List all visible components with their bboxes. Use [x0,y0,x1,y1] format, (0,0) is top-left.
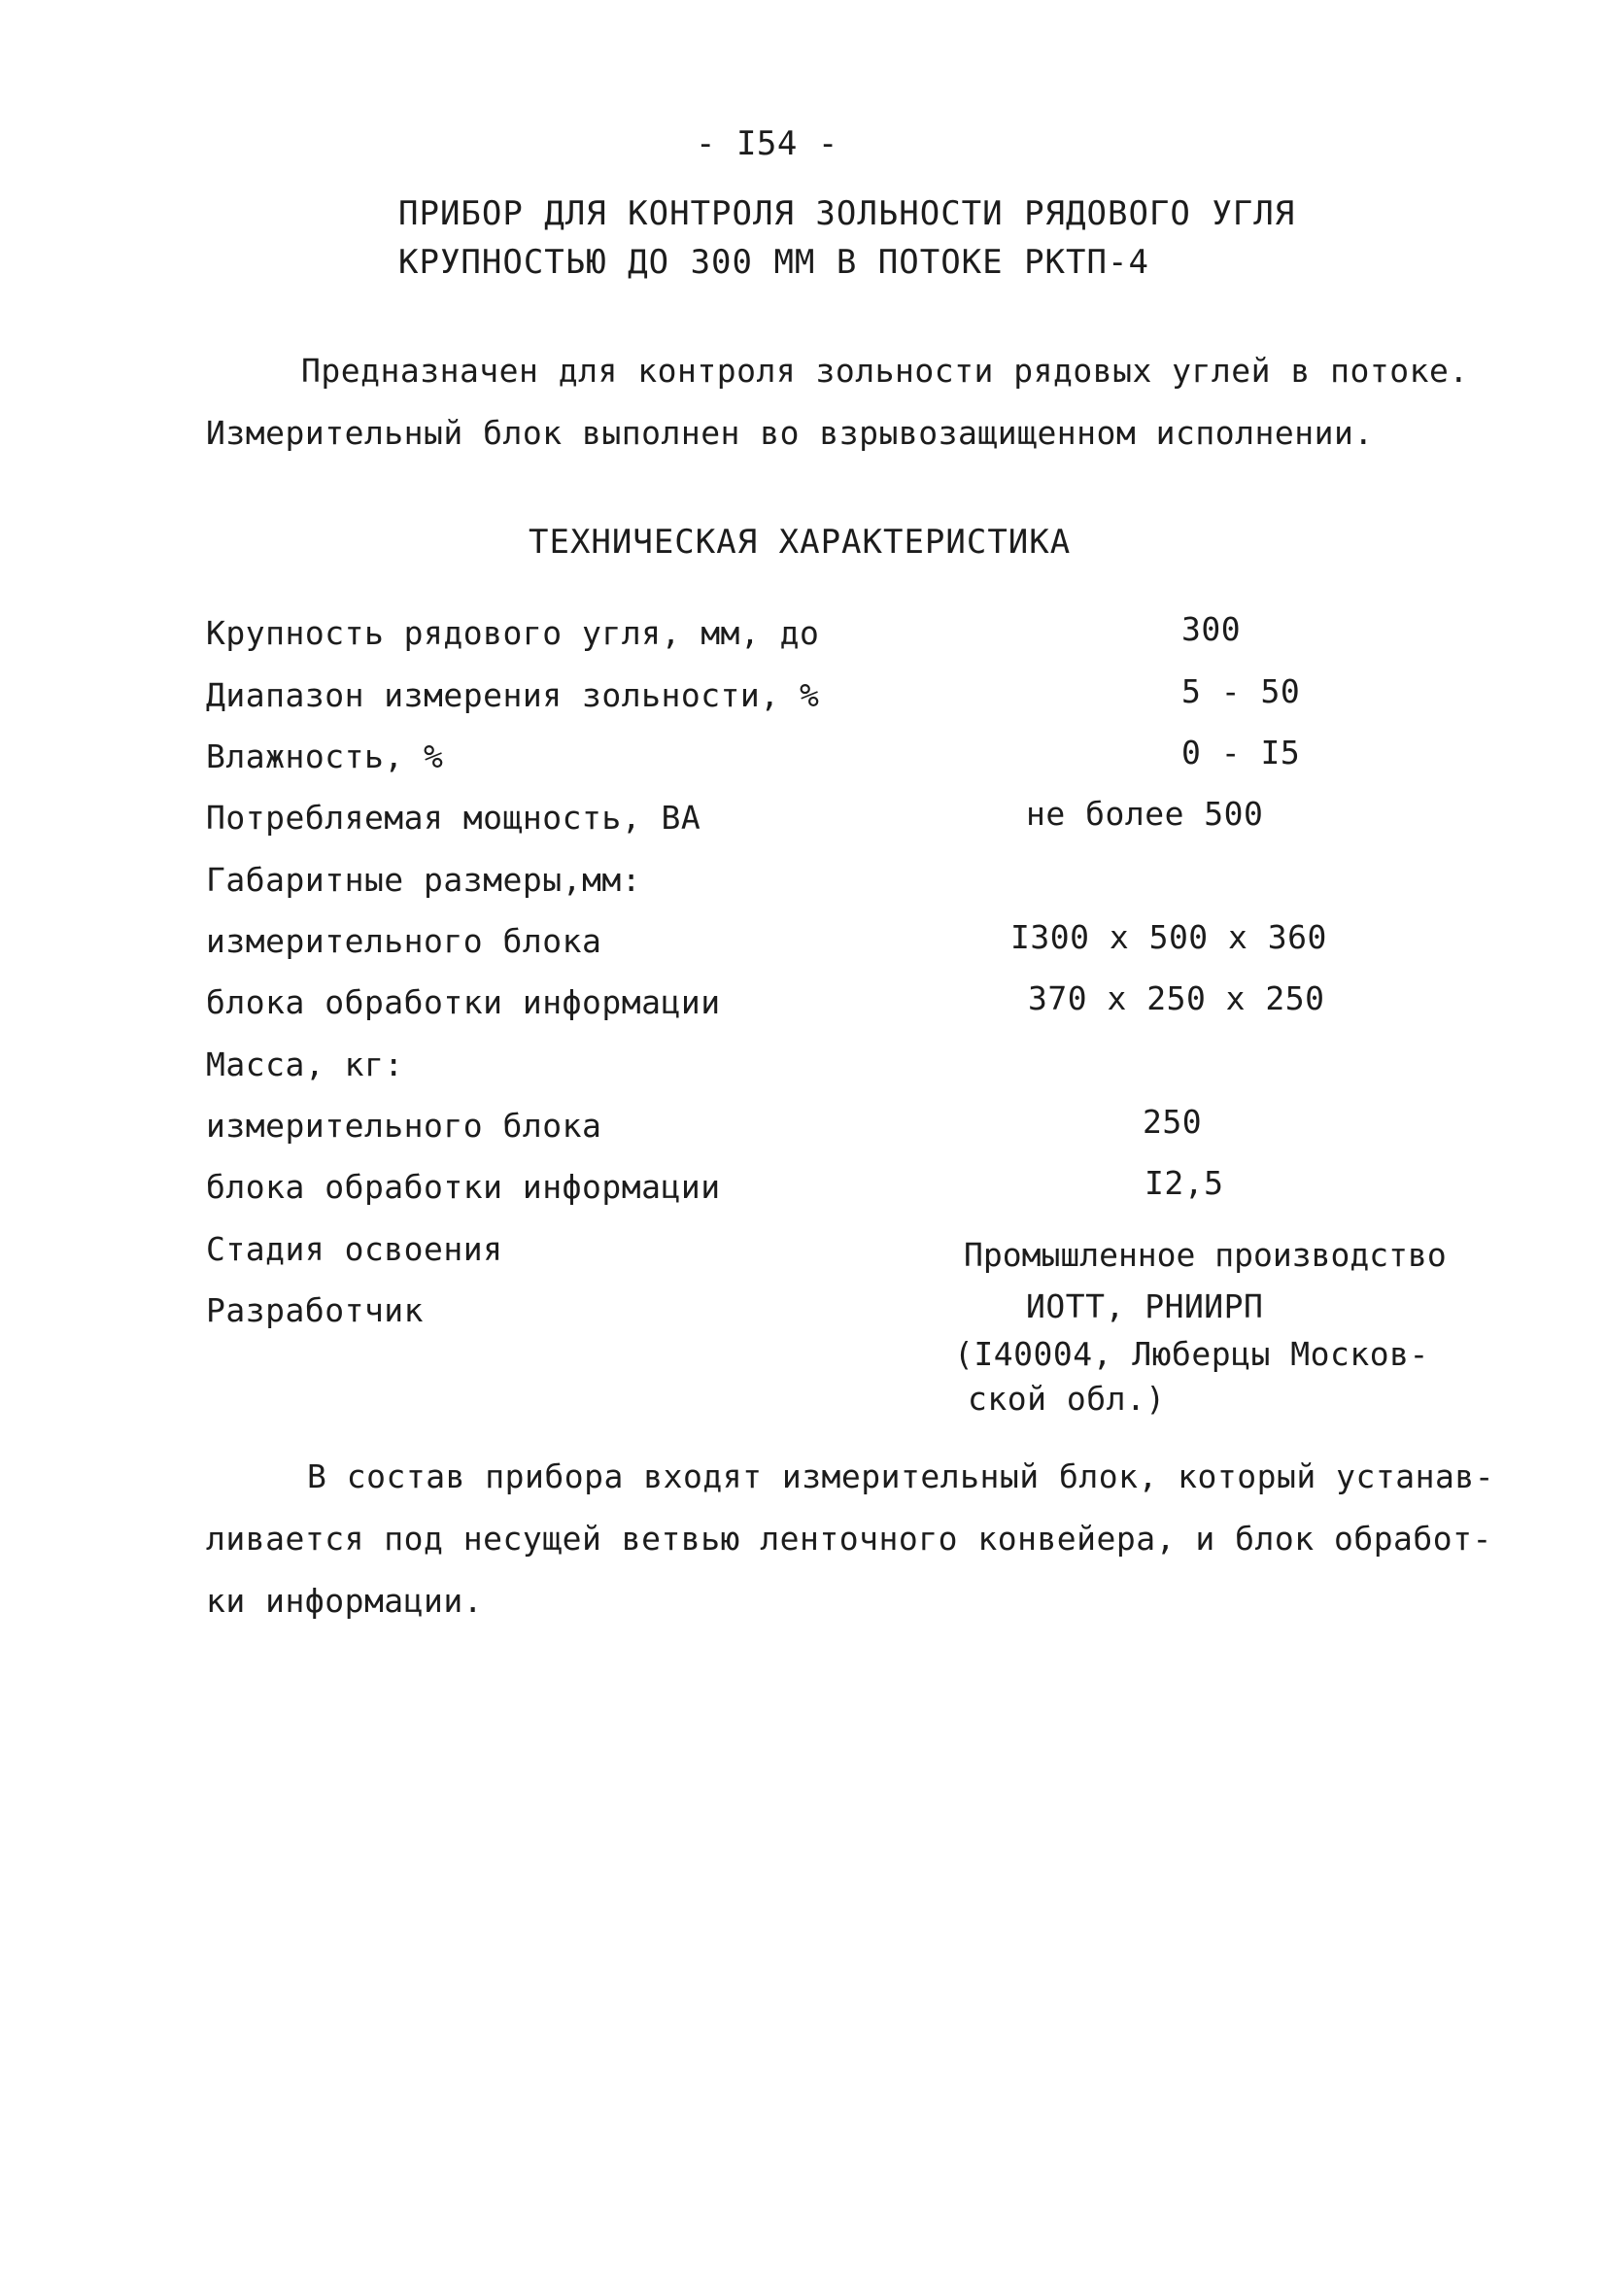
intro-line-1: Предназначен для контроля зольности рядовых углей в потоке. [301,352,1469,390]
spec-label: Крупность рядового угля, мм, до [206,614,820,652]
spec-label: Разработчик [206,1291,425,1329]
composition-line-2: ливается под несущей ветвью ленточного конвейера, и блок обработ- [206,1520,1492,1558]
developer-address-line-2: ской обл.) [968,1380,1166,1418]
spec-label: Влажность, % [206,737,444,775]
spec-label: Диапазон измерения зольности, % [206,676,820,714]
spec-value: ИОТТ, РНИИРП [1026,1287,1264,1325]
spec-value: I2,5 [1145,1164,1224,1202]
spec-value: не более 500 [1026,795,1264,833]
spec-label: Масса, кг: [206,1045,404,1083]
spec-label: блока обработки информации [206,1168,721,1206]
spec-value: 0 - I5 [1181,734,1301,771]
spec-label: блока обработки информации [206,983,721,1021]
spec-value: 300 [1181,610,1242,648]
specs-heading: ТЕХНИЧЕСКАЯ ХАРАКТЕРИСТИКА [529,523,1072,562]
composition-line-3: ки информации. [206,1582,484,1620]
spec-value: 5 - 50 [1181,672,1301,710]
developer-address-line-1: (I40004, Люберцы Москов- [954,1335,1429,1373]
intro-line-2: Измерительный блок выполнен во взрывозащищенном исполнении. [206,414,1374,452]
spec-label: Стадия освоения [206,1230,503,1268]
document-title-line-1: ПРИБОР ДЛЯ КОНТРОЛЯ ЗОЛЬНОСТИ РЯДОВОГО УГЛЯ [398,194,1296,233]
composition-line-1: В состав прибора входят измерительный блок, который устанав- [307,1457,1495,1495]
document-title-line-2: КРУПНОСТЬЮ ДО 300 ММ В ПОТОКЕ РКТП-4 [398,243,1149,282]
spec-value: Промышленное производство [964,1236,1447,1274]
spec-label: Габаритные размеры,мм: [206,861,642,899]
spec-label: измерительного блока [206,922,602,960]
spec-value: 250 [1143,1103,1203,1141]
spec-label: Потребляемая мощность, ВА [206,799,701,837]
page-number: - I54 - [696,124,838,163]
spec-value: I300 x 500 x 360 [1010,918,1327,956]
spec-label: измерительного блока [206,1107,602,1145]
spec-value: 370 x 250 x 250 [1028,979,1325,1017]
